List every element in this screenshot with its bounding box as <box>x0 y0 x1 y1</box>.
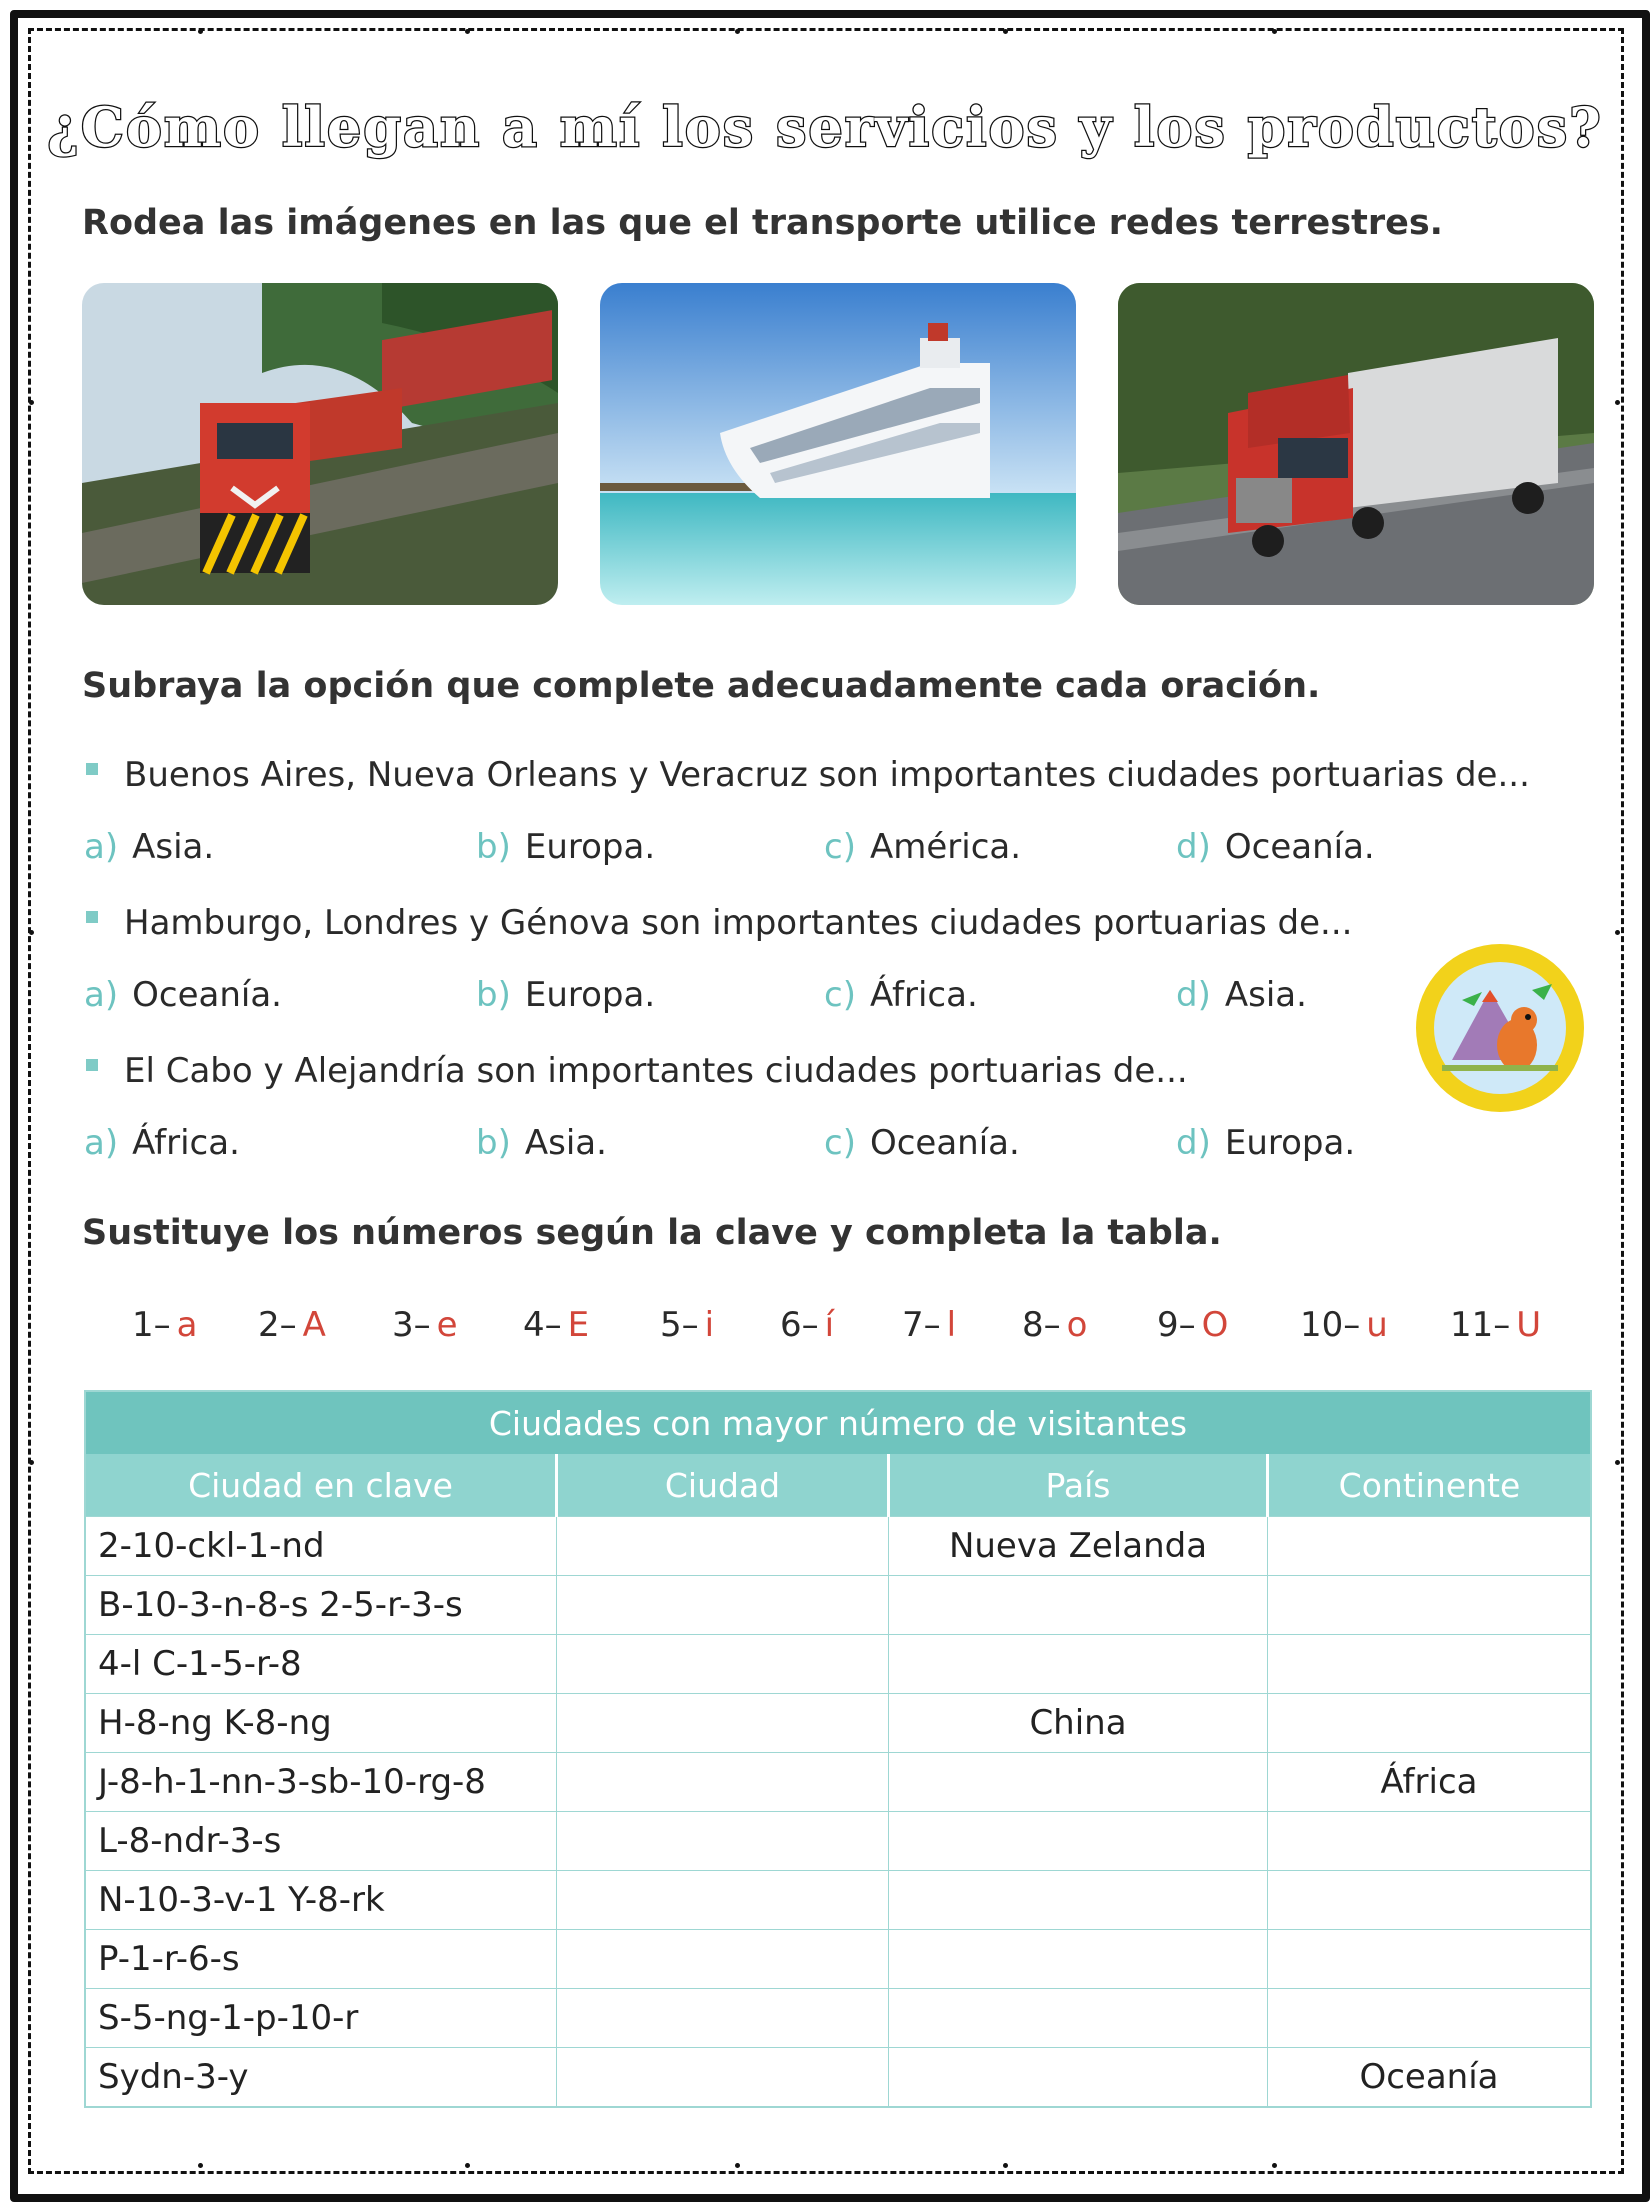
key-value: e <box>436 1305 458 1345</box>
option-text: Europa. <box>524 975 656 1015</box>
country-cell[interactable] <box>889 1871 1268 1930</box>
continent-cell[interactable] <box>1268 1812 1592 1871</box>
bullet-icon <box>86 763 98 775</box>
option-text: Oceanía. <box>869 1123 1020 1163</box>
question-1-text: Buenos Aires, Nueva Orleans y Veracruz son importantes ciudades portuarias de... <box>124 755 1530 795</box>
continent-cell[interactable]: África <box>1268 1753 1592 1812</box>
continent-cell[interactable] <box>1268 1930 1592 1989</box>
instruction-key-table: Sustituye los números según la clave y completa la tabla. <box>82 1213 1222 1253</box>
option-letter: a) <box>84 1123 119 1163</box>
question-3-option-c[interactable] <box>824 1123 1020 1163</box>
coded-city-cell: 2-10-ckl-1-nd <box>85 1517 557 1576</box>
question-2 <box>86 903 1352 943</box>
city-cell[interactable] <box>557 1989 889 2048</box>
key-number: 1– <box>132 1305 171 1345</box>
coded-city-cell: S-5-ng-1-p-10-r <box>85 1989 557 2048</box>
option-letter: d) <box>1176 1123 1211 1163</box>
question-1 <box>86 755 1530 795</box>
coded-city-cell: J-8-h-1-nn-3-sb-10-rg-8 <box>85 1753 557 1812</box>
page-title: ¿Cómo llegan a mí los servicios y los productos? <box>47 95 1603 159</box>
option-text: Asia. <box>1224 975 1307 1015</box>
instruction-underline: Subraya la opción que complete adecuadamente cada oración. <box>82 666 1321 706</box>
key-number: 4– <box>523 1305 562 1345</box>
frame-dot <box>29 1460 34 1465</box>
option-letter: c) <box>824 1123 856 1163</box>
frame-dot <box>1003 2163 1008 2168</box>
frame-dot <box>1615 1460 1620 1465</box>
key-item <box>902 1305 956 1345</box>
continent-cell[interactable] <box>1268 1694 1592 1753</box>
frame-dot <box>1272 29 1277 34</box>
table-row <box>85 1694 1591 1753</box>
key-item <box>1300 1305 1388 1345</box>
table-row <box>85 1753 1591 1812</box>
option-text: Asia. <box>524 1123 607 1163</box>
key-value: o <box>1066 1305 1088 1345</box>
question-1-option-b[interactable] <box>476 827 655 867</box>
key-number: 2– <box>258 1305 297 1345</box>
continent-cell[interactable] <box>1268 1517 1592 1576</box>
city-cell[interactable] <box>557 2048 889 2108</box>
option-letter: c) <box>824 827 856 867</box>
country-cell[interactable]: Nueva Zelanda <box>889 1517 1268 1576</box>
key-number: 9– <box>1157 1305 1196 1345</box>
country-cell[interactable] <box>889 1576 1268 1635</box>
frame-dot <box>735 2163 740 2168</box>
key-item <box>1022 1305 1087 1345</box>
table-row <box>85 1812 1591 1871</box>
frame-dot <box>29 930 34 935</box>
option-letter: b) <box>476 1123 511 1163</box>
key-item <box>1450 1305 1541 1345</box>
key-number: 3– <box>392 1305 431 1345</box>
option-letter: d) <box>1176 827 1211 867</box>
coded-city-cell: N-10-3-v-1 Y-8-rk <box>85 1871 557 1930</box>
country-cell[interactable] <box>889 1930 1268 1989</box>
question-3-option-d[interactable] <box>1176 1123 1355 1163</box>
option-text: Asia. <box>132 827 215 867</box>
option-letter: b) <box>476 975 511 1015</box>
coded-city-cell: B-10-3-n-8-s 2-5-r-3-s <box>85 1576 557 1635</box>
option-text: África. <box>132 1123 240 1163</box>
continent-cell[interactable] <box>1268 1871 1592 1930</box>
option-text: África. <box>869 975 978 1015</box>
key-item <box>1157 1305 1228 1345</box>
continent-cell[interactable]: Oceanía <box>1268 2048 1592 2108</box>
bullet-icon <box>86 911 98 923</box>
table-row <box>85 1635 1591 1694</box>
dino-materiales-logo <box>1412 940 1588 1116</box>
frame-dot <box>735 29 740 34</box>
frame-dot <box>1615 400 1620 405</box>
continent-cell[interactable] <box>1268 1576 1592 1635</box>
question-2-text: Hamburgo, Londres y Génova son importantes ciudades portuarias de... <box>124 903 1353 943</box>
key-value: í <box>824 1305 835 1345</box>
coded-city-cell: L-8-ndr-3-s <box>85 1812 557 1871</box>
table-row <box>85 1576 1591 1635</box>
option-text: Europa. <box>1224 1123 1356 1163</box>
frame-dot <box>465 2163 470 2168</box>
table-row <box>85 1871 1591 1930</box>
table-row <box>85 1930 1591 1989</box>
key-value: U <box>1516 1305 1542 1345</box>
question-3-text: El Cabo y Alejandría son importantes ciudades portuarias de... <box>124 1051 1188 1091</box>
key-item <box>780 1305 834 1345</box>
city-cell[interactable] <box>557 1517 889 1576</box>
frame-dot <box>198 2163 203 2168</box>
column-header: Continente <box>1268 1454 1592 1517</box>
instruction-circle-images: Rodea las imágenes en las que el transporte utilice redes terrestres. <box>82 203 1443 243</box>
column-header: Ciudad en clave <box>85 1454 557 1517</box>
key-value: l <box>946 1305 957 1345</box>
table-row <box>85 1989 1591 2048</box>
key-number: 8– <box>1022 1305 1061 1345</box>
question-1-option-d[interactable] <box>1176 827 1375 867</box>
key-item <box>132 1305 197 1345</box>
option-text: Europa. <box>524 827 656 867</box>
option-letter: d) <box>1176 975 1211 1015</box>
cities-table <box>84 1390 1592 2108</box>
key-value: E <box>567 1305 590 1345</box>
city-cell[interactable] <box>557 1871 889 1930</box>
country-cell[interactable] <box>889 1753 1268 1812</box>
frame-dot <box>198 29 203 34</box>
key-item <box>392 1305 458 1345</box>
city-cell[interactable] <box>557 1812 889 1871</box>
frame-dot <box>29 400 34 405</box>
country-cell[interactable] <box>889 1989 1268 2048</box>
truck-image[interactable] <box>1118 283 1594 605</box>
city-cell[interactable] <box>557 1930 889 1989</box>
key-number: 11– <box>1450 1305 1511 1345</box>
bullet-icon <box>86 1059 98 1071</box>
table-row <box>85 1517 1591 1576</box>
question-2-option-d[interactable] <box>1176 975 1307 1015</box>
key-value: O <box>1201 1305 1229 1345</box>
table-row <box>85 2048 1591 2108</box>
question-2-option-c[interactable] <box>824 975 978 1015</box>
column-header: País <box>889 1454 1268 1517</box>
continent-cell[interactable] <box>1268 1989 1592 2048</box>
frame-dot <box>1615 930 1620 935</box>
key-item <box>258 1305 326 1345</box>
question-1-option-a[interactable] <box>84 827 214 867</box>
question-3-option-a[interactable] <box>84 1123 240 1163</box>
column-header: Ciudad <box>557 1454 889 1517</box>
country-cell[interactable]: China <box>889 1694 1268 1753</box>
frame-dot <box>1003 29 1008 34</box>
option-letter: a) <box>84 975 119 1015</box>
question-3 <box>86 1051 1188 1091</box>
frame-dot <box>465 29 470 34</box>
key-value: u <box>1366 1305 1388 1345</box>
option-text: Oceanía. <box>1224 827 1375 867</box>
country-cell[interactable] <box>889 1635 1268 1694</box>
key-number: 10– <box>1300 1305 1361 1345</box>
option-text: América. <box>869 827 1022 867</box>
key-item <box>523 1305 589 1345</box>
option-letter: c) <box>824 975 856 1015</box>
city-cell[interactable] <box>557 1635 889 1694</box>
key-value: a <box>176 1305 198 1345</box>
option-text: Oceanía. <box>132 975 282 1015</box>
option-letter: b) <box>476 827 511 867</box>
train-image[interactable] <box>82 283 558 605</box>
frame-dot <box>1272 2163 1277 2168</box>
key-item <box>660 1305 714 1345</box>
question-1-option-c[interactable] <box>824 827 1021 867</box>
country-cell[interactable] <box>889 1812 1268 1871</box>
city-cell[interactable] <box>557 1694 889 1753</box>
coded-city-cell: P-1-r-6-s <box>85 1930 557 1989</box>
question-2-option-b[interactable] <box>476 975 655 1015</box>
country-cell[interactable] <box>889 2048 1268 2108</box>
key-value: i <box>704 1305 715 1345</box>
question-2-option-a[interactable] <box>84 975 282 1015</box>
question-3-option-b[interactable] <box>476 1123 607 1163</box>
key-number: 5– <box>660 1305 699 1345</box>
option-letter: a) <box>84 827 119 867</box>
coded-city-cell: 4-l C-1-5-r-8 <box>85 1635 557 1694</box>
key-value: A <box>302 1305 326 1345</box>
city-cell[interactable] <box>557 1576 889 1635</box>
continent-cell[interactable] <box>1268 1635 1592 1694</box>
city-cell[interactable] <box>557 1753 889 1812</box>
coded-city-cell: H-8-ng K-8-ng <box>85 1694 557 1753</box>
cruise-ship-image[interactable] <box>600 283 1076 605</box>
key-number: 7– <box>902 1305 941 1345</box>
key-number: 6– <box>780 1305 819 1345</box>
table-caption: Ciudades con mayor número de visitantes <box>85 1391 1591 1454</box>
coded-city-cell: Sydn-3-y <box>85 2048 557 2108</box>
